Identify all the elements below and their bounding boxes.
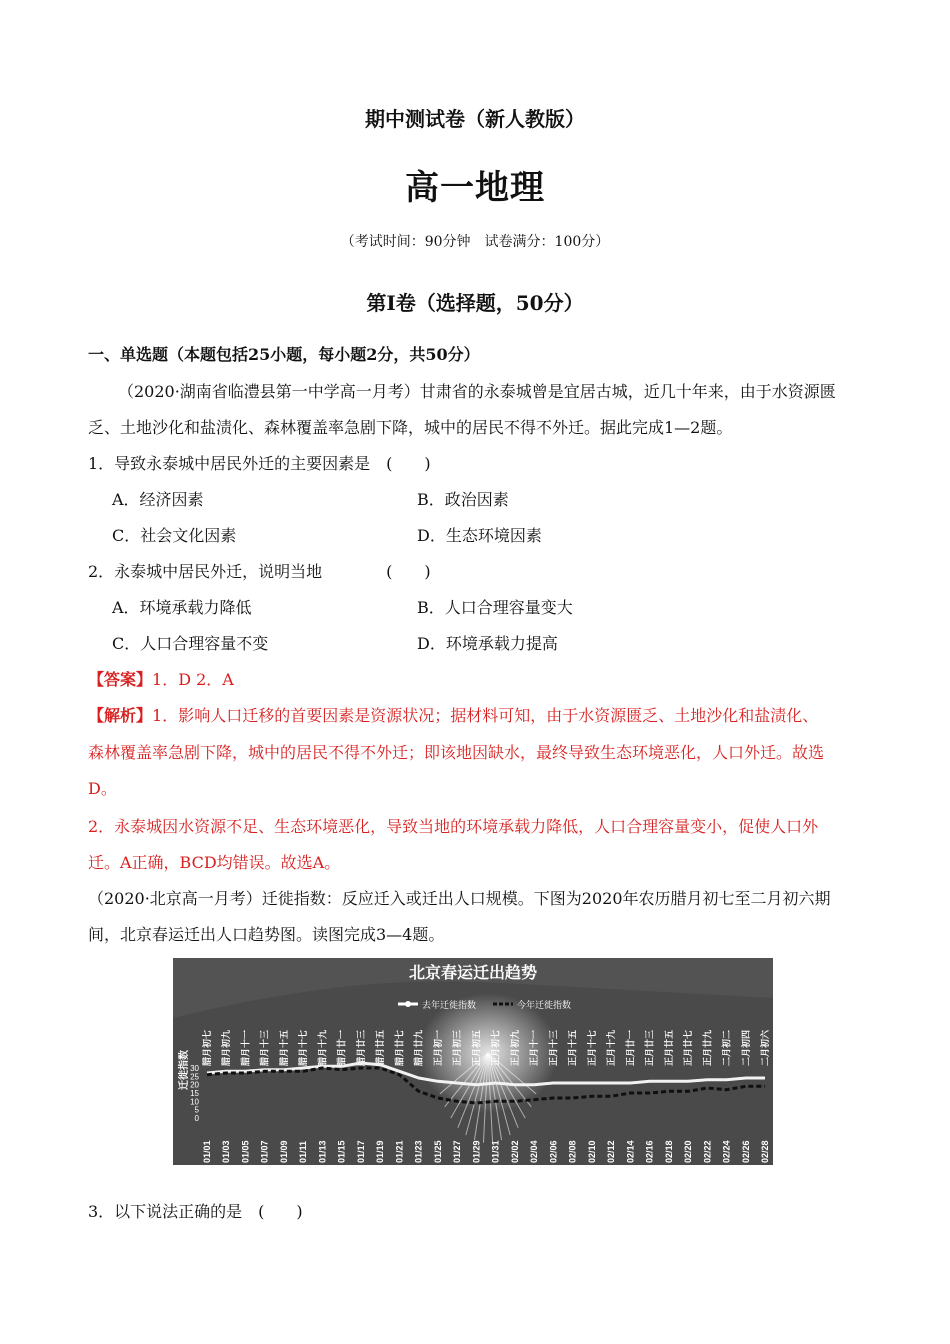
date-label: 02/22 bbox=[702, 1140, 713, 1163]
date-label: 01/31 bbox=[490, 1140, 501, 1163]
exam-subtitle: 期中测试卷（新人教版） bbox=[365, 107, 585, 131]
analysis-text-1: 1．影响人口迁移的首要因素是资源状况；据材料可知，由于水资源匮乏、土地沙化和盐渍化、 bbox=[152, 706, 819, 725]
date-label: 02/20 bbox=[683, 1140, 694, 1163]
analysis-line2: 森林覆盖率急剧下降，城中的居民不得不外迁；即该地因缺水，最终导致生态环境恶化，人口外迁。故选 bbox=[88, 743, 825, 762]
analysis-line1 bbox=[88, 703, 818, 726]
lunar-label: 腊月十三 bbox=[259, 1029, 270, 1066]
lunar-label: 腊月十五 bbox=[278, 1029, 289, 1066]
q2-option-a: A．环境承载力降低 bbox=[112, 598, 252, 617]
lunar-label: 二月初二 bbox=[721, 1029, 732, 1066]
q1-option-b: B．政治因素 bbox=[417, 490, 509, 509]
passage1-line2: 乏、土地沙化和盐渍化、森林覆盖率急剧下降，城中的居民不得不外迁。据此完成1—2题。 bbox=[88, 418, 733, 437]
lunar-label: 正月初五 bbox=[471, 1029, 482, 1066]
y-tick-label: 25 bbox=[190, 1072, 199, 1082]
date-label: 02/02 bbox=[509, 1140, 520, 1163]
date-label: 02/24 bbox=[721, 1140, 732, 1163]
answer-label: 【答案】 bbox=[88, 670, 153, 689]
exam-meta: （考试时间：90分钟 试卷满分：100分） bbox=[340, 234, 610, 250]
answer-text: 1．D 2．A bbox=[152, 670, 234, 689]
lunar-label: 正月廿一 bbox=[625, 1029, 636, 1066]
date-label: 01/25 bbox=[432, 1140, 443, 1163]
analysis-label: 【解析】 bbox=[88, 706, 153, 725]
date-label: 01/09 bbox=[278, 1140, 289, 1163]
date-label: 01/03 bbox=[221, 1140, 232, 1163]
date-label: 02/10 bbox=[586, 1140, 597, 1163]
part-heading: 第Ⅰ卷（选择题，50分） bbox=[366, 291, 584, 315]
date-label: 02/06 bbox=[548, 1140, 559, 1163]
date-label: 02/04 bbox=[529, 1140, 540, 1163]
date-label: 02/28 bbox=[760, 1140, 770, 1163]
date-label: 01/05 bbox=[240, 1140, 251, 1163]
q3-stem: 3．以下说法正确的是 ( ) bbox=[88, 1202, 303, 1221]
lunar-label: 正月廿九 bbox=[702, 1029, 713, 1066]
date-label: 02/12 bbox=[606, 1140, 617, 1163]
lunar-label: 正月初九 bbox=[509, 1029, 520, 1066]
q1-stem: 1．导致永泰城中居民外迁的主要因素是 ( ) bbox=[88, 454, 431, 473]
lunar-label: 正月初七 bbox=[490, 1029, 501, 1066]
lunar-label: 腊月廿五 bbox=[375, 1029, 386, 1066]
date-label: 01/23 bbox=[413, 1140, 424, 1163]
q2-option-c: C．人口合理容量不变 bbox=[112, 634, 269, 653]
lunar-label: 正月廿三 bbox=[644, 1029, 655, 1066]
date-label: 02/08 bbox=[567, 1140, 578, 1163]
exam-title: 高一地理 bbox=[405, 168, 545, 208]
y-axis-label: 迁徙指数 bbox=[179, 1050, 190, 1090]
lunar-label: 正月十九 bbox=[606, 1029, 617, 1066]
lunar-label: 正月十七 bbox=[586, 1029, 597, 1066]
date-label: 01/11 bbox=[298, 1140, 309, 1163]
migration-chart bbox=[173, 958, 773, 1165]
lunar-label: 正月廿五 bbox=[663, 1029, 674, 1066]
legend-marker-last-year bbox=[405, 1001, 411, 1007]
y-tick-label: 5 bbox=[194, 1105, 199, 1115]
lunar-label: 正月十三 bbox=[548, 1029, 559, 1066]
lunar-label: 正月十一 bbox=[529, 1029, 540, 1066]
legend-label-this-year: 今年迁徙指数 bbox=[517, 1000, 572, 1010]
lunar-label: 正月初一 bbox=[432, 1029, 443, 1066]
chart-title: 北京春运迁出趋势 bbox=[408, 965, 538, 982]
date-label: 01/27 bbox=[452, 1140, 463, 1163]
date-label: 01/21 bbox=[394, 1140, 405, 1163]
analysis-line4: 2．永泰城因水资源不足、生态环境恶化，导致当地的环境承载力降低，人口合理容量变小，促使人口外 bbox=[88, 817, 819, 836]
q2-stem: 2．永泰城中居民外迁，说明当地 ( ) bbox=[88, 562, 431, 581]
migration-chart-svg bbox=[173, 958, 773, 1165]
lunar-label: 腊月十七 bbox=[298, 1029, 309, 1066]
lunar-label: 腊月廿九 bbox=[413, 1029, 424, 1066]
q1-option-a: A．经济因素 bbox=[112, 490, 204, 509]
y-tick-label: 15 bbox=[190, 1089, 199, 1098]
answer-line bbox=[88, 667, 234, 690]
lunar-label: 腊月十一 bbox=[240, 1029, 251, 1066]
y-tick-label: 20 bbox=[190, 1080, 199, 1090]
lunar-label: 腊月初七 bbox=[202, 1029, 212, 1066]
date-label: 02/14 bbox=[625, 1140, 636, 1163]
legend-label-last-year: 去年迁徙指数 bbox=[422, 1000, 477, 1010]
passage2-line2: 间，北京春运迁出人口趋势图。读图完成3—4题。 bbox=[88, 925, 445, 944]
lunar-label: 腊月初九 bbox=[221, 1029, 232, 1066]
date-label: 02/16 bbox=[644, 1140, 655, 1163]
lunar-label: 腊月廿七 bbox=[394, 1029, 405, 1066]
analysis-line3: D。 bbox=[88, 779, 117, 798]
lunar-label: 正月十五 bbox=[567, 1029, 578, 1066]
section-heading: 一、单选题（本题包括25小题，每小题2分，共50分） bbox=[88, 345, 480, 364]
lunar-label: 二月初六 bbox=[760, 1029, 770, 1066]
q1-option-c: C．社会文化因素 bbox=[112, 526, 237, 545]
date-label: 01/17 bbox=[355, 1140, 366, 1163]
date-label: 01/07 bbox=[259, 1140, 270, 1163]
lunar-label: 二月初四 bbox=[740, 1029, 751, 1066]
date-label: 01/13 bbox=[317, 1140, 328, 1163]
q1-option-d: D．生态环境因素 bbox=[417, 526, 542, 545]
analysis-line5: 迁。A正确，BCD均错误。故选A。 bbox=[88, 853, 341, 872]
lunar-label: 腊月十九 bbox=[317, 1029, 328, 1066]
date-label: 02/18 bbox=[663, 1140, 674, 1163]
date-label: 01/19 bbox=[375, 1140, 386, 1163]
lunar-label: 正月廿七 bbox=[683, 1029, 694, 1066]
y-tick-label: 0 bbox=[194, 1114, 199, 1123]
passage2-line1: （2020·北京高一月考）迁徙指数：反应迁入或迁出人口规模。下图为2020年农历腊月初七至二月初六期 bbox=[88, 889, 831, 908]
y-tick-label: 10 bbox=[190, 1097, 199, 1107]
date-label: 01/01 bbox=[202, 1140, 212, 1163]
date-label: 01/29 bbox=[471, 1140, 482, 1163]
q2-option-d: D．环境承载力提高 bbox=[417, 634, 558, 653]
q2-option-b: B．人口合理容量变大 bbox=[417, 598, 573, 617]
date-label: 02/26 bbox=[740, 1140, 751, 1163]
lunar-label: 腊月廿一 bbox=[336, 1029, 347, 1066]
passage1-line1: （2020·湖南省临澧县第一中学高一月考）甘肃省的永泰城曾是宜居古城，近几十年来，由于水资源匮 bbox=[118, 382, 836, 401]
date-label: 01/15 bbox=[336, 1140, 347, 1163]
lunar-label: 腊月廿三 bbox=[355, 1029, 366, 1066]
lunar-label: 正月初三 bbox=[452, 1029, 463, 1066]
y-tick-label: 30 bbox=[190, 1064, 199, 1073]
